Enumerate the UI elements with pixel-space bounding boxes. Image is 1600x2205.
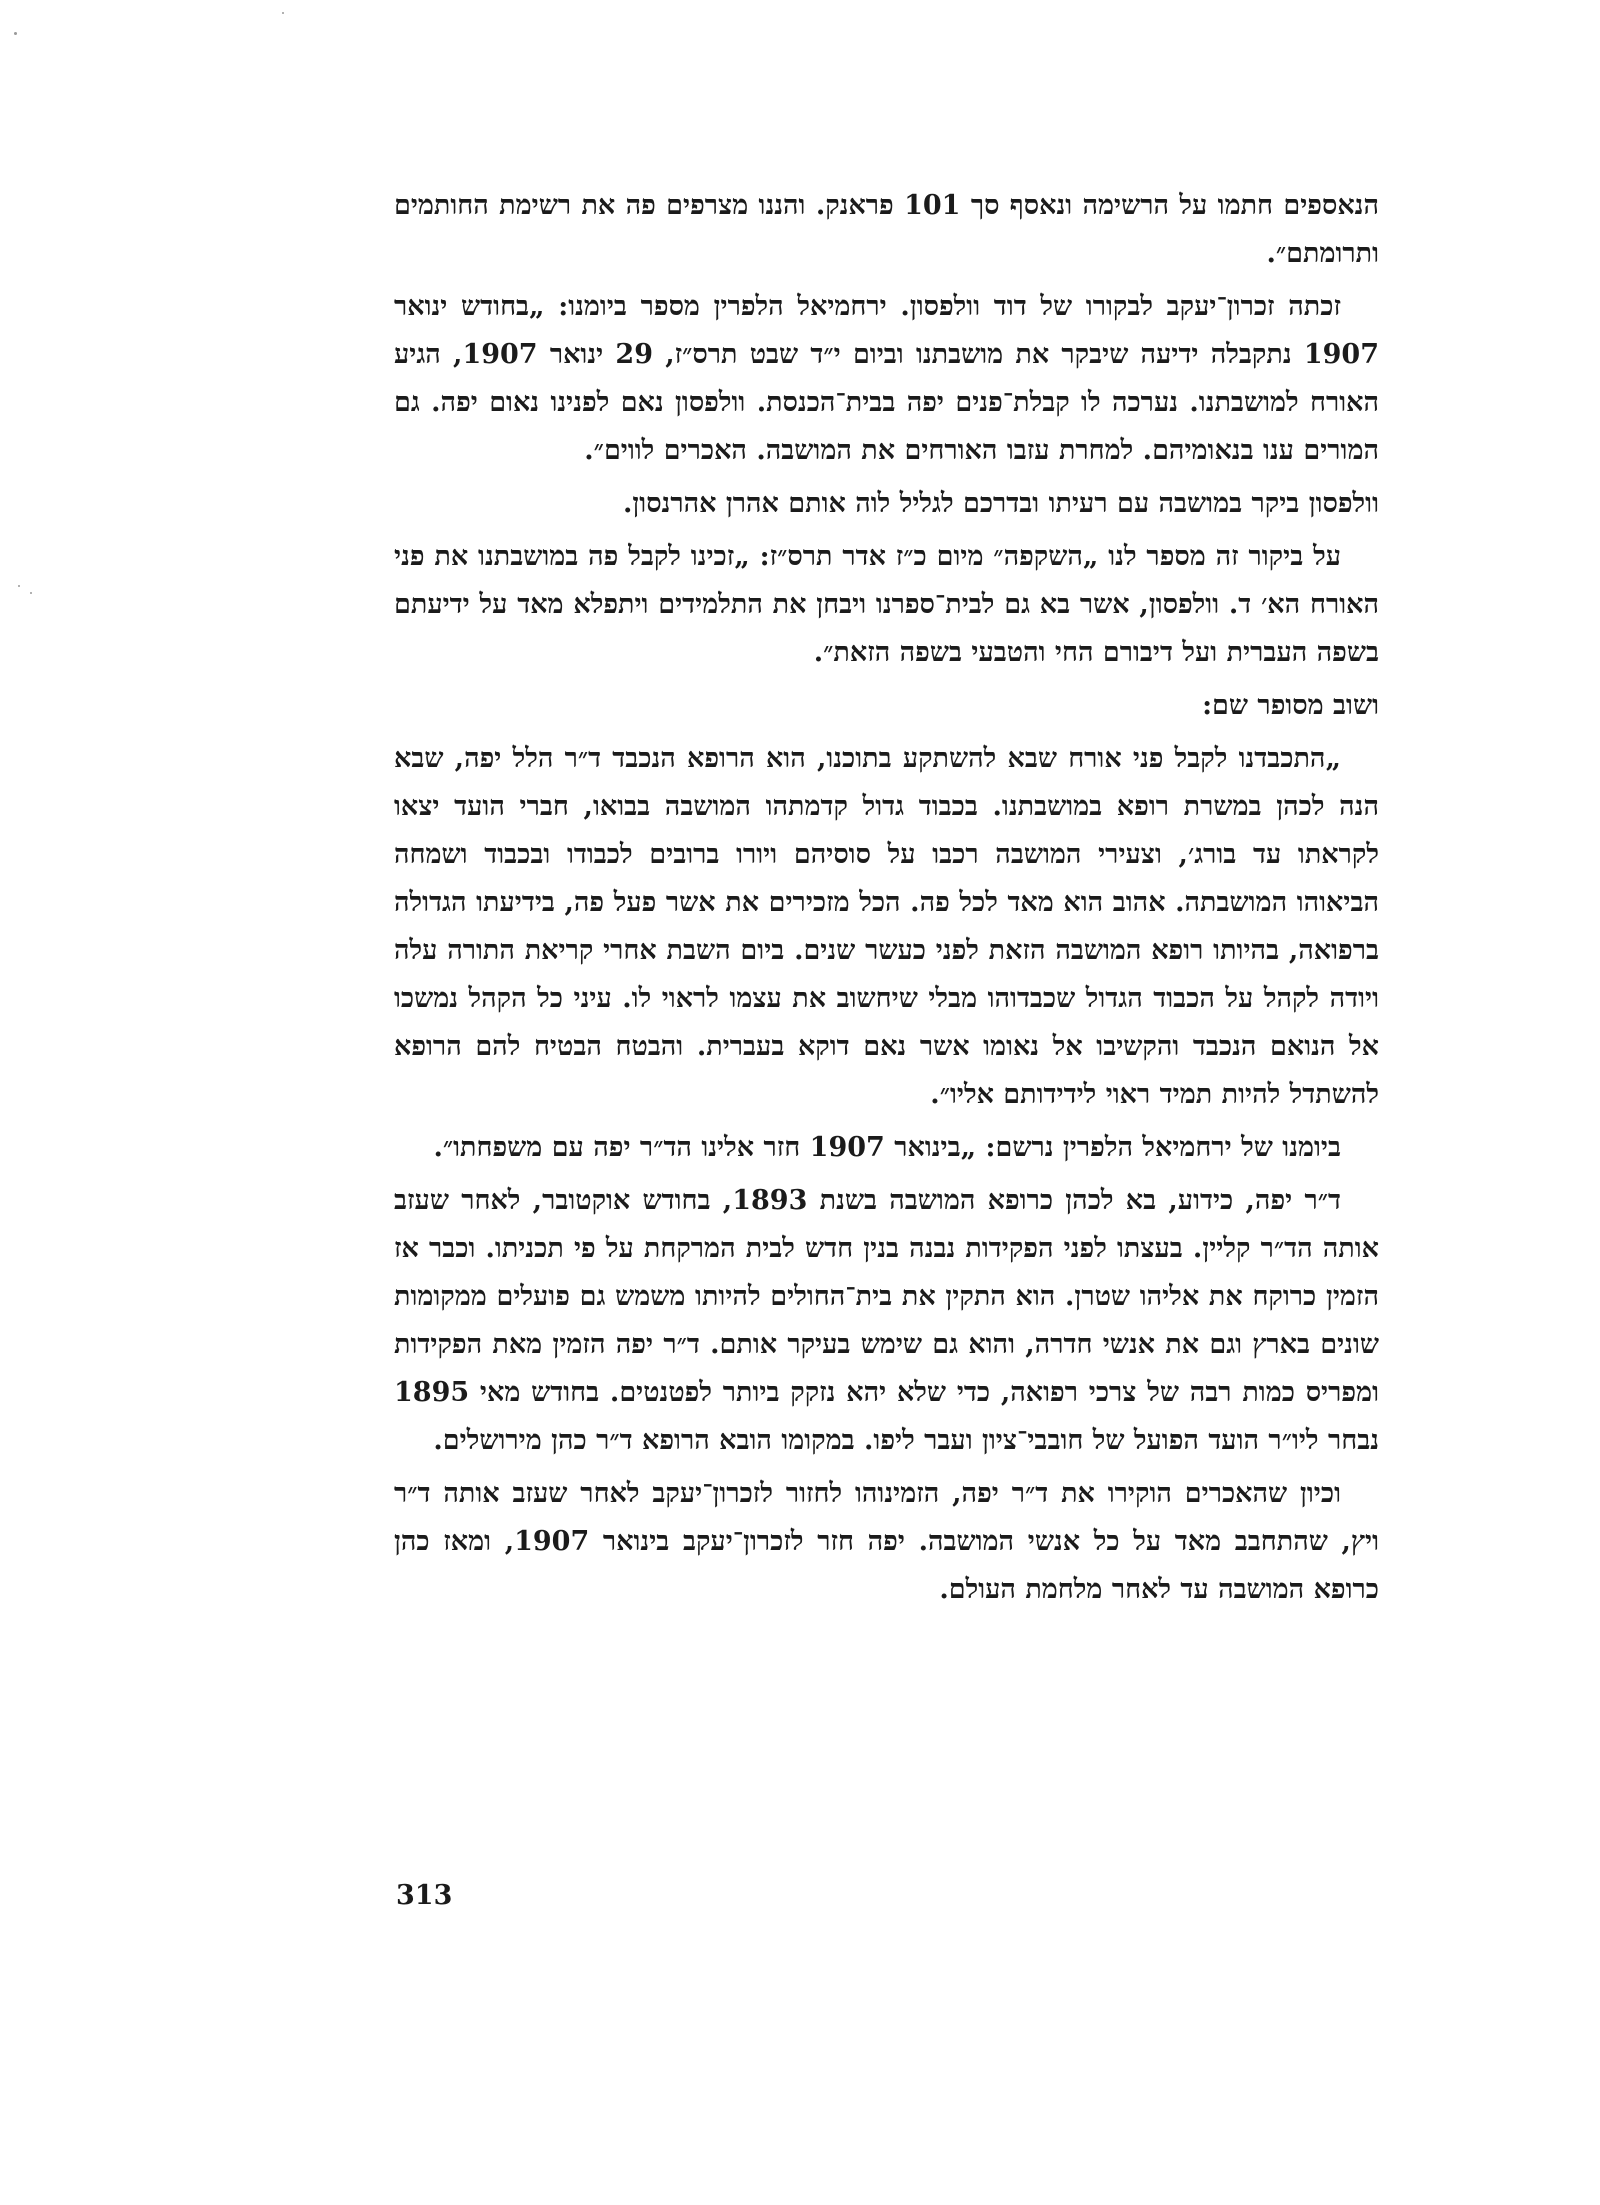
scan-speck [14,32,17,35]
scan-speck [30,592,32,594]
page-number: 313 [396,1880,453,1911]
paragraph: זכתה זכרון־יעקב לבקורו של דוד וולפסון. ירחמיאל הלפרין מספר ביומנו: „בחודש ינואר 1907 נתקבלה ידיעה שיבקר את מושבתנו וביום י״ד שבט תרס״ז, 29 ינואר 1907, הגיע האורח למושבתנו. נערכה לו קבלת־פנים יפה בבית־הכנסת. וולפסון נאם לפנינו נאום יפה. גם המורים ענו בנאומיהם. למחרת עזבו האורחים את המושבה. האכרים לווים״. [394,291,1379,466]
page-body [394,182,1379,1619]
scan-speck [18,585,20,587]
quoted-paragraph: „התכבדנו לקבל פני אורח שבא להשתקע בתוכנו, הוא הרופא הנכבד ד״ר הלל יפה, שבא הנה לכהן במשרת רופא במושבתנו. בכבוד גדול קדמתהו המושבה בבואו, חברי הועד יצאו לקראתו עד בורג׳, וצעירי המושבה רכבו על סוסיהם ויורו ברובים לכבודו ובכבוד ושמחה הביאוהו המושבתה. אהוב הוא מאד לכל פה. הכל מזכירים את אשר פעל פה, בידיעתו הגדולה ברפואה, בהיותו רופא המושבה הזאת לפני כעשר שנים. ביום השבת אחרי קריאת התורה עלה ויודה לקהל על הכבוד הגדול שכבדוהו מבלי שיחשוב את עצמו לראוי לו. עיני כל הקהל נמשכו אל הנואם הנכבד והקשיבו אל נאומו אשר נאם דוקא בעברית. והבטח הבטיח להם הרופא להשתדל להיות תמיד ראוי לידידותם אליו״. [394,743,1380,1110]
paragraph: ושוב מסופר שם: [1202,690,1379,721]
paragraph: וכיון שהאכרים הוקירו את ד״ר יפה, הזמינוהו לחזור לזכרון־יעקב לאחר שעזב אותה ד״ר ויץ, שהתחבב מאד על כל אנשי המושבה. יפה חזר לזכרון־יעקב בינואר 1907, ומאז כהן כרופא המושבה עד לאחר מלחמת העולם. [394,1478,1379,1605]
scan-speck [282,12,284,14]
paragraph: ביומנו של ירחמיאל הלפרין נרשם: „בינואר 1907 חזר אלינו הד״ר יפה עם משפחתו״. [433,1132,1341,1163]
paragraph: על ביקור זה מספר לנו „השקפה״ מיום כ״ז אדר תרס״ז: „זכינו לקבל פה במושבתנו את פני האורח הא׳ ד. וולפסון, אשר בא גם לבית־ספרנו ויבחן את התלמידים ויתפלא מאד על ידיעתם בשפה העברית ועל דיבורם החי והטבעי בשפה הזאת״. [394,541,1379,668]
paragraph: ד״ר יפה, כידוע, בא לכהן כרופא המושבה בשנת 1893, בחודש אוקטובר, לאחר שעזב אותה הד״ר קליין. בעצתו לפני הפקידות נבנה בנין חדש לבית המרקחת על פי תכניתו. וכבר אז הזמין כרוקח את אליהו שטרן. הוא התקין את בית־החולים להיותו משמש גם פועלים ממקומות שונים בארץ וגם את אנשי חדרה, והוא גם שימש בעיקר אותם. ד״ר יפה הזמין מאת הפקידות ומפריס כמות רבה של צרכי רפואה, כדי שלא יהא נזקק ביותר לפטנטים. בחודש מאי 1895 נבחר ליו״ר הועד הפועל של חובבי־ציון ועבר ליפו. במקומו הובא הרופא ד״ר כהן מירושלים. [394,1185,1379,1456]
paragraph: וולפסון ביקר במושבה עם רעיתו ובדרכם לגליל לוה אותם אהרן אהרנסון. [623,488,1379,519]
paragraph: הנאספים חתמו על הרשימה ונאסף סך 101 פראנק. והננו מצרפים פה את רשימת החותמים ותרומתם״. [394,190,1379,269]
